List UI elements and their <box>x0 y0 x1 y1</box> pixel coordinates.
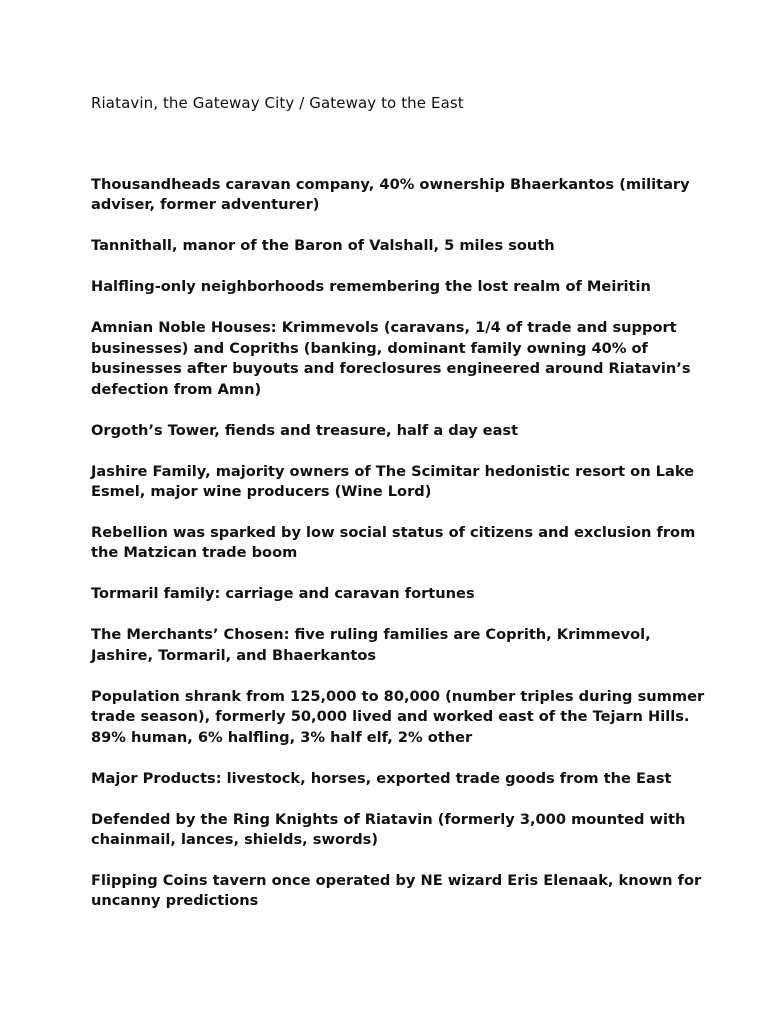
note-amnian-noble-houses: Amnian Noble Houses: Krimmevols (caravans, 1/4 of trade and support businesses) and Copriths (banking, dominant family owning 40% of businesses after buyouts and foreclosures engineered around Riatavin’s defection from Amn) <box>91 319 691 398</box>
note-jashire-family: Jashire Family, majority owners of The Scimitar hedonistic resort on Lake Esmel, major wine producers (Wine Lord) <box>91 462 695 501</box>
note-rebellion: Rebellion was sparked by low social status of citizens and exclusion from the Matzican trade boom <box>91 524 696 562</box>
document-title: Riatavin, the Gateway City / Gateway to the East <box>91 94 464 112</box>
note-tannithall: Tannithall, manor of the Baron of Valshall, 5 miles south <box>91 237 555 255</box>
note-halfling-neighborhoods: Halfling-only neighborhoods remembering the lost realm of Meiritin <box>91 278 651 296</box>
note-orgoths-tower: Orgoth’s Tower, fiends and treasure, half a day east <box>91 421 519 439</box>
notes-list <box>91 175 711 932</box>
note-ring-knights: Defended by the Ring Knights of Riatavin (formerly 3,000 mounted with chainmail, lances, shields, swords) <box>91 810 686 849</box>
note-merchants-chosen: The Merchants’ Chosen: five ruling families are Coprith, Krimmevol, Jashire, Tormaril, and Bhaerkantos <box>91 626 651 664</box>
note-population: Population shrank from 125,000 to 80,000 (number triples during summer trade season), formerly 50,000 lived and worked east of the Tejarn Hills. 89% human, 6% halfling, 3% half elf, 2% other <box>91 687 705 746</box>
note-tormaril-family: Tormaril family: carriage and caravan fortunes <box>91 585 475 603</box>
note-flipping-coins: Flipping Coins tavern once operated by NE wizard Eris Elenaak, known for uncanny predictions <box>91 872 702 910</box>
note-thousandheads: Thousandheads caravan company, 40% ownership Bhaerkantos (military adviser, former adventurer) <box>91 176 690 214</box>
note-major-products: Major Products: livestock, horses, exported trade goods from the East <box>91 769 672 787</box>
